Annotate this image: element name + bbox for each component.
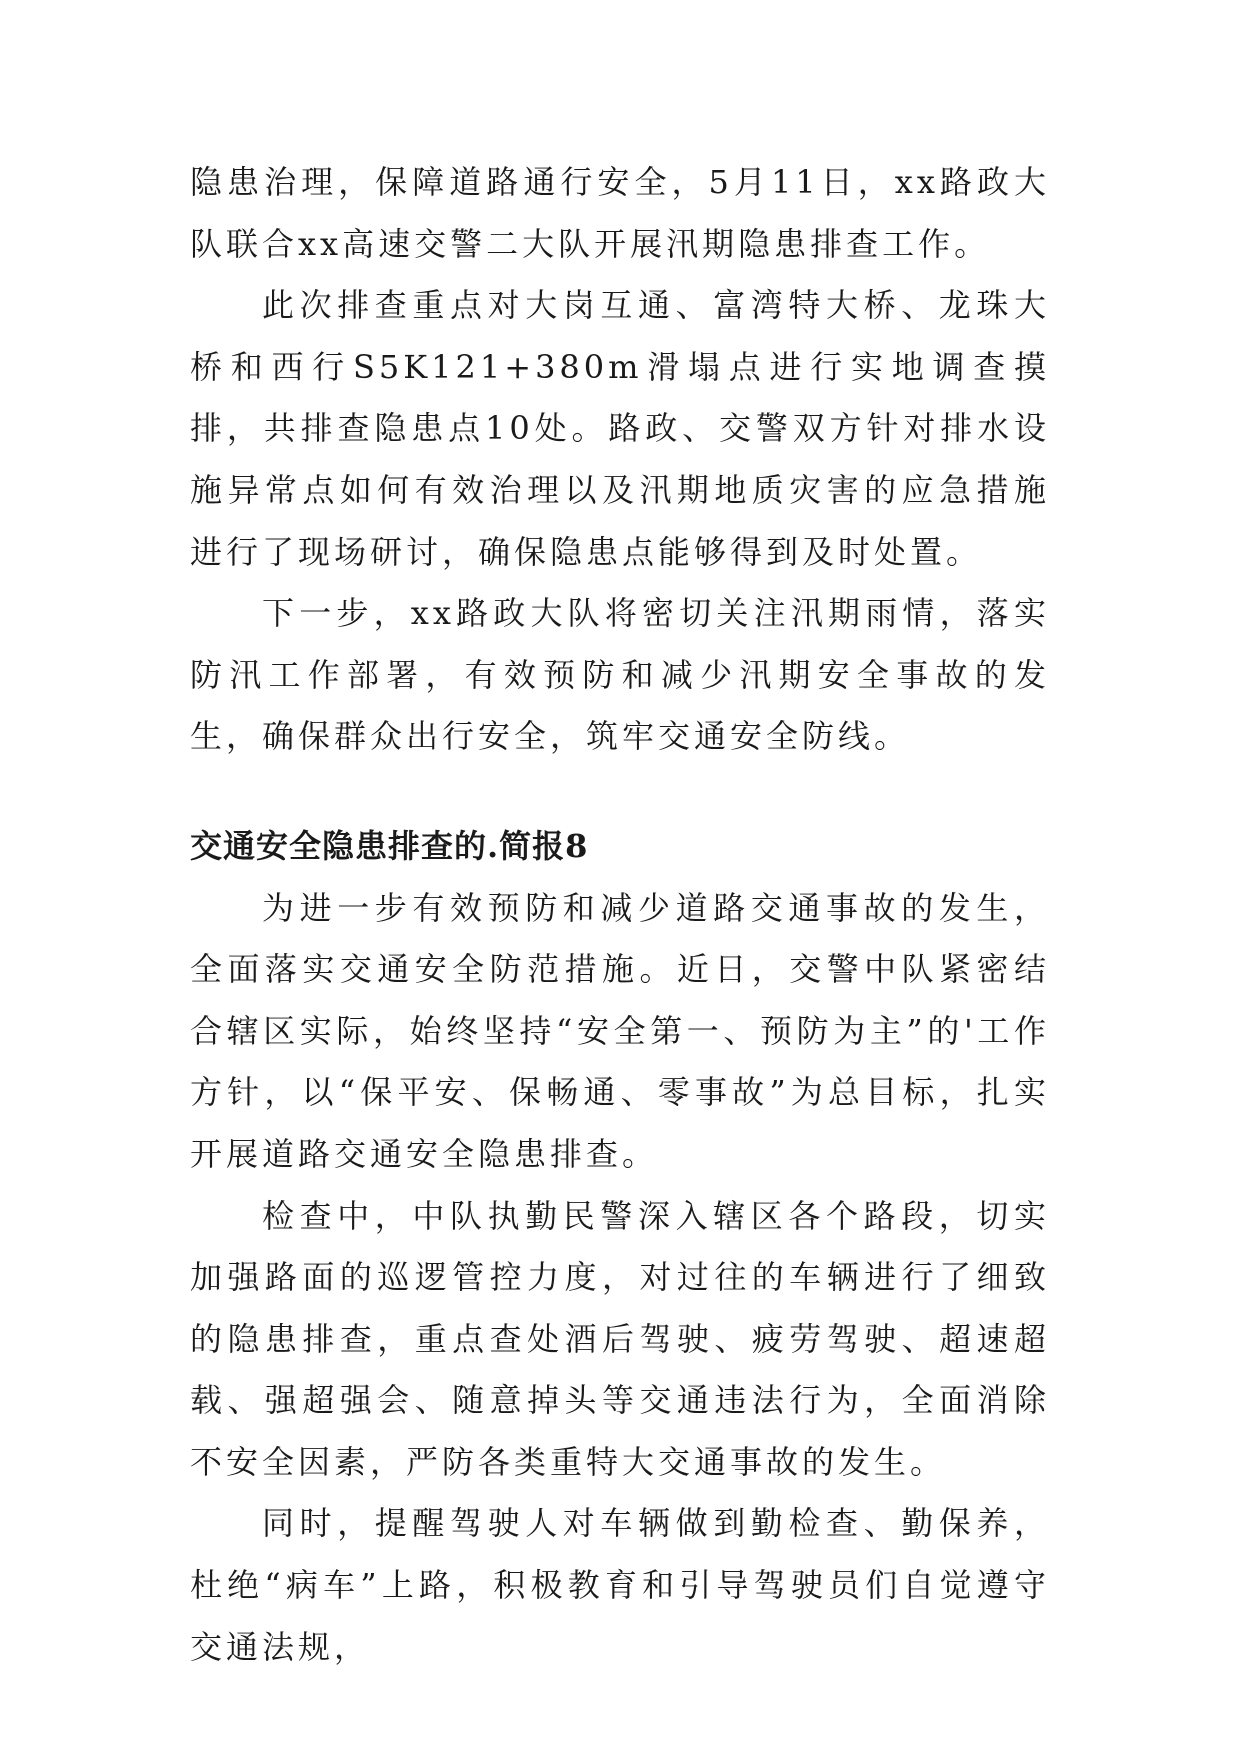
body-paragraph: 隐患治理，保障道路通行安全，5月11日，xx路政大队联合xx高速交警二大队开展汛期隐患排查工作。 bbox=[190, 163, 1050, 263]
body-paragraph: 为进一步有效预防和减少道路交通事故的发生，全面落实交通安全防范措施。近日，交警中队紧密结合辖区实际，始终坚持“安全第一、预防为主”的'工作方针，以“保平安、保畅通、零事故”为总目标，扎实开展道路交通安全隐患排查。 bbox=[190, 888, 1050, 1173]
body-paragraph: 同时，提醒驾驶人对车辆做到勤检查、勤保养，杜绝“病车”上路，积极教育和引导驾驶员们自觉遵守交通法规， bbox=[190, 1504, 1050, 1666]
body-paragraph: 下一步，xx路政大队将密切关注汛期雨情，落实防汛工作部署，有效预防和减少汛期安全事故的发生，确保群众出行安全，筑牢交通安全防线。 bbox=[190, 594, 1050, 756]
body-paragraph: 检查中，中队执勤民警深入辖区各个路段，切实加强路面的巡逻管控力度，对过往的车辆进行了细致的隐患排查，重点查处酒后驾驶、疲劳驾驶、超速超载、强超强会、随意掉头等交通违法行为，全面消除不安全因素，严防各类重特大交通事故的发生。 bbox=[190, 1196, 1050, 1481]
body-paragraph: 此次排查重点对大岗互通、富湾特大桥、龙珠大桥和西行S5K121+380m滑塌点进行实地调查摸排，共排查隐患点10处。路政、交警双方针对排水设施异常点如何有效治理以及汛期地质灾害的应急措施进行了现场研讨，确保隐患点能够得到及时处置。 bbox=[190, 286, 1050, 571]
section-title: 交通安全隐患排查的.简报8 bbox=[190, 826, 589, 865]
document-page bbox=[190, 152, 1050, 1678]
